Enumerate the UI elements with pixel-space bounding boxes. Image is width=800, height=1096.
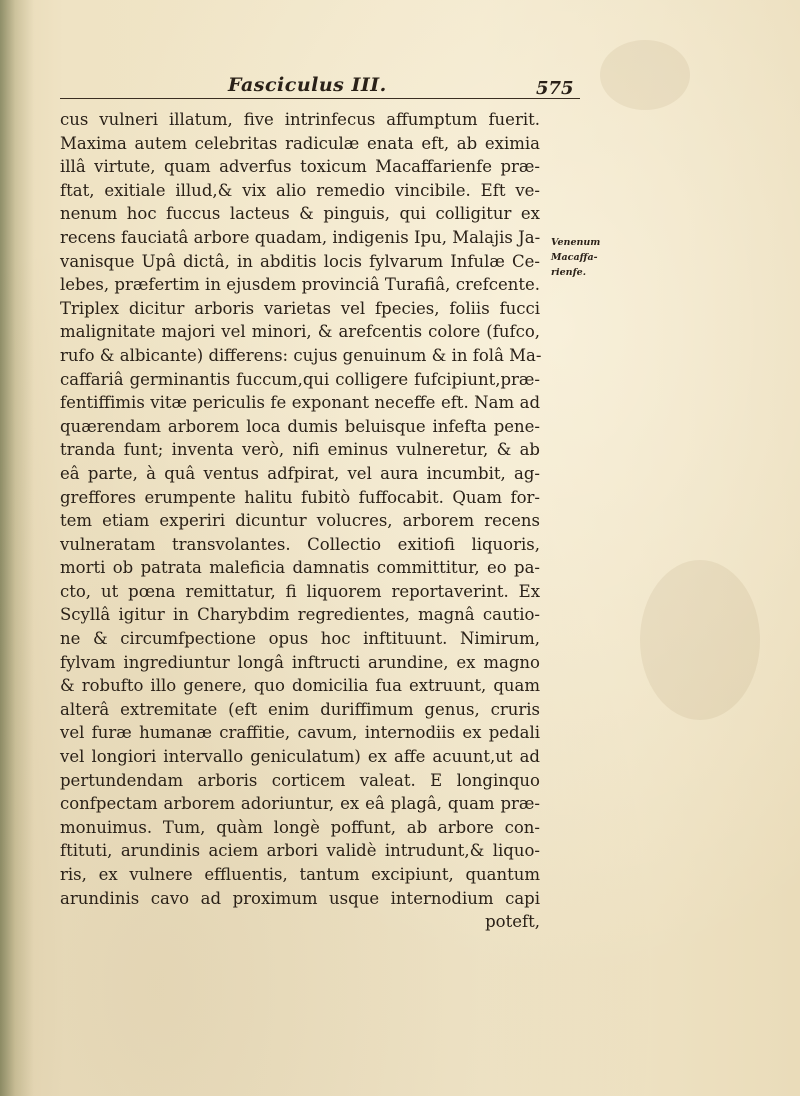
- text-line: morti ob patrata maleficia damnatis committitur, eo pa-: [60, 558, 540, 578]
- text-line: nenum hoc fuccus lacteus & pinguis, qui colligitur ex: [60, 204, 540, 224]
- text-line: recens fauciatâ arbore quadam, indigenis Ipu, Malajis Ja-: [60, 227, 541, 247]
- text-line: Maxima autem celebritas radiculæ enata eft, ab eximia: [60, 133, 540, 153]
- text-line: tranda funt; inventa verò, nifi eminus vulneretur, & ab: [60, 440, 540, 460]
- page-header: [60, 72, 580, 102]
- text-line: alterâ extremitate (eft enim duriffimum genus, cruris: [60, 699, 540, 719]
- paper-stain: [640, 560, 760, 720]
- text-line: poteft,: [485, 912, 540, 932]
- text-line: Scyllâ igitur in Charybdim regredientes, magnâ cautio-: [60, 605, 540, 625]
- running-title: Fasciculus III.: [228, 74, 387, 96]
- text-line: ftituti, arundinis aciem arbori validè intrudunt,& liquo-: [60, 841, 540, 861]
- margin-note-line: rienfe.: [551, 267, 587, 278]
- text-line: cus vulneri illatum, five intrinfecus affumptum fuerit.: [60, 110, 540, 129]
- text-line: pertundendam arboris corticem valeat. E longinquo: [60, 770, 540, 790]
- margin-note-line: Macaffa-: [551, 252, 598, 263]
- text-line: greffores erumpente halitu fubitò fuffocabit. Quam for-: [60, 487, 540, 507]
- text-line: tem etiam experiri dicuntur volucres, arborem recens: [60, 511, 540, 531]
- text-line: vel furæ humanæ craffitie, cavum, internodiis ex pedali: [60, 723, 540, 743]
- text-line: caffariâ germinantis fuccum,qui colligere fufcipiunt,præ-: [60, 369, 540, 389]
- text-line: eâ parte, à quâ ventus adfpirat, vel aura incumbit, ag-: [60, 463, 540, 483]
- margin-note-line: Venenum: [551, 237, 601, 248]
- text-line: arundinis cavo ad proximum usque internodium capi: [60, 888, 540, 908]
- margin-note: [551, 235, 609, 280]
- text-line: vanisque Upâ dictâ, in abditis locis fylvarum Infulæ Ce-: [60, 251, 540, 271]
- text-line: vulneratam transvolantes. Collectio exitiofi liquoris,: [60, 534, 540, 554]
- text-line: ne & circumfpectione opus hoc inftituunt. Nimirum,: [60, 629, 540, 649]
- text-line: confpectam arborem adoriuntur, ex eâ plagâ, quam præ-: [60, 794, 540, 814]
- text-line: quærendam arborem loca dumis beluisque infefta pene-: [60, 416, 540, 436]
- text-line: cto, ut pœna remittatur, fi liquorem reportaverint. Ex: [60, 581, 540, 601]
- text-line: monuimus. Tum, quàm longè poffunt, ab arbore con-: [60, 817, 540, 837]
- page-number: 575: [536, 78, 574, 99]
- header-rule: [60, 98, 580, 99]
- text-line: illâ virtute, quam adverfus toxicum Macaffarienfe præ-: [60, 157, 540, 177]
- paper-stain: [600, 40, 690, 110]
- text-line: ftat, exitiale illud,& vix alio remedio vincibile. Eft ve-: [60, 180, 540, 200]
- body-text: [60, 108, 540, 934]
- text-line: fentiffimis vitæ periculis fe exponant neceffe eft. Nam ad: [60, 393, 540, 413]
- text-line: vel longiori intervallo geniculatum) ex affe acuunt,ut ad: [60, 747, 540, 767]
- text-line: Triplex dicitur arboris varietas vel fpecies, foliis fucci: [60, 298, 540, 318]
- binding-shadow: [0, 0, 34, 1096]
- text-line: & robufto illo genere, quo domicilia fua extruunt, quam: [60, 676, 540, 696]
- text-line: malignitate majori vel minori, & arefcentis colore (fufco,: [60, 322, 540, 342]
- text-line: ris, ex vulnere effluentis, tantum excipiunt, quantum: [60, 865, 540, 884]
- text-line: fylvam ingrediuntur longâ inftructi arundine, ex magno: [60, 652, 540, 672]
- text-line: rufo & albicante) differens: cujus genuinum & in folâ Ma-: [60, 345, 542, 365]
- text-line: lebes, præfertim in ejusdem provinciâ Turafiâ, crefcente.: [60, 275, 540, 295]
